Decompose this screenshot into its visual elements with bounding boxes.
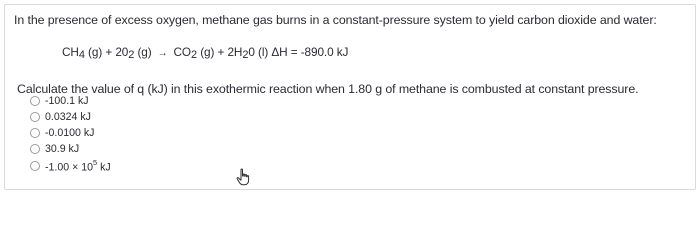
chemical-equation xyxy=(62,45,348,59)
eq-product-2-state: 0 (l) ΔH = -890.0 kJ xyxy=(248,45,349,59)
radio-button[interactable] xyxy=(30,96,40,106)
eq-reactant-1: CH xyxy=(62,45,79,59)
radio-button[interactable] xyxy=(30,128,40,138)
option-label-unit: kJ xyxy=(97,161,111,174)
eq-product-1-state: (g) + 2H xyxy=(197,45,243,59)
option-2[interactable] xyxy=(30,110,91,124)
mouse-pointer-hand-icon xyxy=(236,168,250,186)
intro-text: In the presence of excess oxygen, methane gas burns in a constant-pressure system to yield carbon dioxide and water: xyxy=(14,13,657,27)
question-text: Calculate the value of q (kJ) in this exothermic reaction when 1.80 g of methane is combusted at constant pressure. xyxy=(17,82,639,96)
option-3[interactable] xyxy=(30,126,94,140)
reaction-arrow-icon: → xyxy=(157,48,168,59)
eq-product-2-sub: 2 xyxy=(242,49,249,61)
eq-reactant-2-state: (g) xyxy=(134,45,152,59)
option-1[interactable] xyxy=(30,94,89,108)
option-label: -100.1 kJ xyxy=(45,95,89,107)
option-label: 30.9 kJ xyxy=(45,143,80,155)
eq-reactant-1-sub: 4 xyxy=(78,49,85,61)
option-4[interactable] xyxy=(30,142,79,156)
option-label xyxy=(45,159,111,174)
radio-button[interactable] xyxy=(30,112,40,122)
radio-button[interactable] xyxy=(30,161,40,171)
eq-reactant-2-sub: 2 xyxy=(128,49,135,61)
eq-reactant-1-state: (g) + 20 xyxy=(84,45,129,59)
option-label: -0.0100 kJ xyxy=(45,127,95,139)
radio-button[interactable] xyxy=(30,144,40,154)
eq-product-1: CO xyxy=(173,45,191,59)
option-5[interactable] xyxy=(30,159,111,173)
option-label-main: -1.00 × 10 xyxy=(45,161,94,174)
option-label-exponent: 5 xyxy=(93,157,98,167)
option-label: 0.0324 kJ xyxy=(45,111,91,123)
eq-product-1-sub: 2 xyxy=(190,49,198,61)
